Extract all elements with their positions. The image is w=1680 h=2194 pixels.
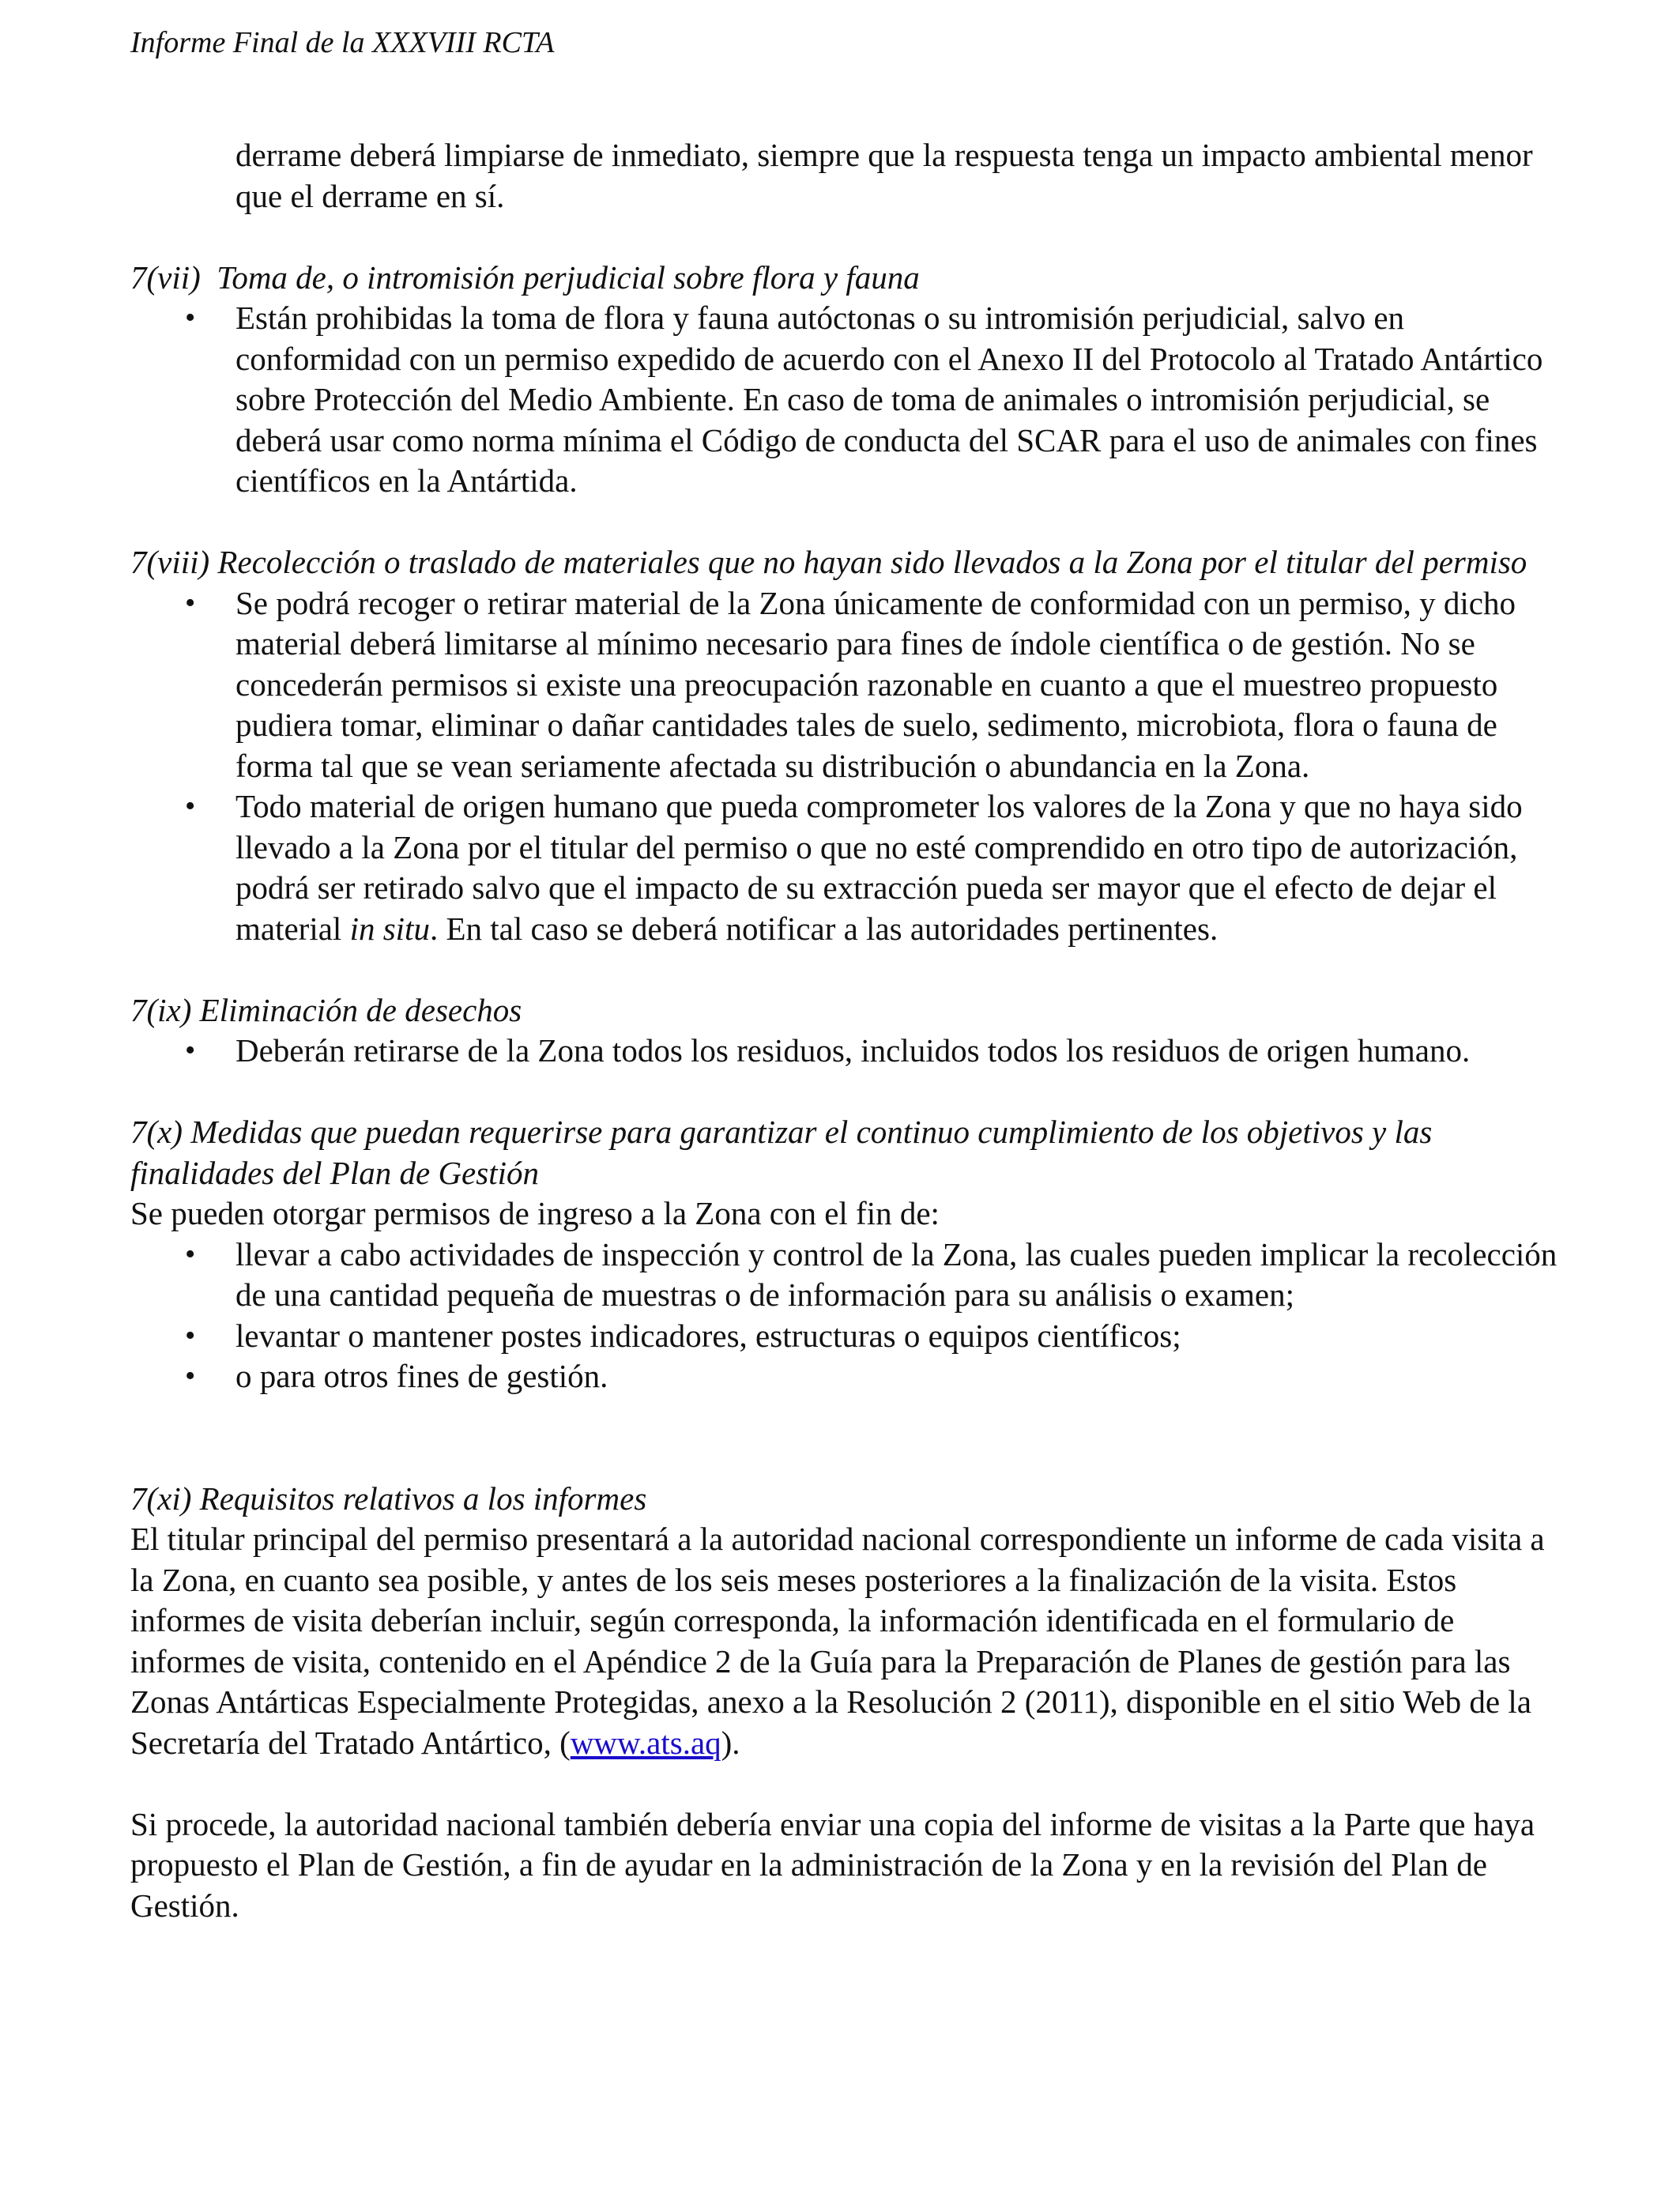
list-item-text bbox=[235, 788, 1523, 947]
list-item bbox=[130, 1235, 1561, 1316]
bullet-list-viii bbox=[130, 583, 1561, 950]
reporting-paragraph-text: El titular principal del permiso presentará a la autoridad nacional correspondiente un informe de cada visita a la Zona, en cuanto sea posible, y antes de los seis meses posteriores a la finalización de la visita. Estos informes de visita deberían incluir, según corresponda, la información identificada en el formulario de informes de visita, contenido en el Apéndice 2 de la Guía para la Preparación de Planes de gestión para las Zonas Antárticas Especialmente Protegidas, anexo a la Resolución 2 (2011), disponible en el sitio Web de la Secretaría del Tratado Antártico, ( bbox=[130, 1521, 1545, 1761]
bullet-list-vii bbox=[130, 298, 1561, 502]
continued-paragraph: derrame deberá limpiarse de inmediato, siempre que la respuesta tenga un impacto ambiental menor que el derrame en sí. bbox=[235, 137, 1533, 214]
list-item bbox=[130, 583, 1561, 787]
ats-website-link[interactable]: www.ats.aq bbox=[570, 1724, 721, 1761]
list-item bbox=[130, 1316, 1561, 1357]
page-body bbox=[130, 135, 1561, 1926]
section-heading-xi: 7(xi) Requisitos relativos a los informes bbox=[130, 1480, 647, 1517]
list-item-text: Se podrá recoger o retirar material de la Zona únicamente de conformidad con un permiso, y dicho material deberá limitarse al mínimo necesario para fines de índole científica o de gestión. No se concederán permisos si existe una preocupación razonable en cuanto a que el muestreo propuesto pudiera tomar, eliminar o dañar cantidades tales de suelo, sedimento, microbiota, flora o fauna de forma tal que se vean seriamente afectada su distribución o abundancia en la Zona. bbox=[235, 584, 1516, 784]
section-heading-x: 7(x) Medidas que puedan requerirse para garantizar el continuo cumplimiento de los objetivos y las finalidades del Plan de Gestión bbox=[130, 1114, 1433, 1191]
list-item-text-part: . En tal caso se deberá notificar a las autoridades pertinentes. bbox=[429, 910, 1219, 947]
bullet-icon: • bbox=[185, 1034, 196, 1067]
list-item-text: Están prohibidas la toma de flora y fauna autóctonas o su intromisión perjudicial, salvo en conformidad con un permiso expedido de acuerdo con el Anexo II del Protocolo al Tratado Antártico sobre Protección del Medio Ambiente. En caso de toma de animales o intromisión perjudicial, se deberá usar como norma mínima el Código de conducta del SCAR para el uso de animales con fines científicos en la Antártida. bbox=[235, 300, 1543, 499]
list-item-text: llevar a cabo actividades de inspección y control de la Zona, las cuales pueden implicar la recolección de una cantidad pequeña de muestras o de información para su análisis o examen; bbox=[235, 1235, 1558, 1313]
section-intro-x: Se pueden otorgar permisos de ingreso a la Zona con el fin de: bbox=[130, 1195, 940, 1231]
reporting-paragraph-end: ). bbox=[721, 1724, 740, 1761]
list-item-text-part: Todo material de origen humano que pueda comprometer los valores de la Zona y que no haya sido llevado a la Zona por el titular del permiso o que no esté comprendido en otro tipo de autorización, podrá ser retirado salvo que el impacto de su extracción pueda ser mayor que el efecto de dejar el material bbox=[235, 788, 1523, 947]
list-item bbox=[130, 786, 1561, 949]
list-item bbox=[130, 1356, 1561, 1397]
bullet-list-ix bbox=[130, 1031, 1561, 1072]
section-heading-viii: 7(viii) Recolección o traslado de materiales que no hayan sido llevados a la Zona por el titular del permiso bbox=[130, 544, 1527, 580]
running-header: Informe Final de la XXXVIII RCTA bbox=[130, 26, 555, 59]
copy-report-paragraph: Si procede, la autoridad nacional también debería enviar una copia del informe de visitas a la Parte que haya propuesto el Plan de Gestión, a fin de ayudar en la administración de la Zona y en la revisión del Plan de Gestión. bbox=[130, 1805, 1535, 1924]
bullet-icon: • bbox=[185, 1318, 196, 1352]
list-item bbox=[130, 1031, 1561, 1072]
bullet-icon: • bbox=[185, 586, 196, 620]
list-item-text: Deberán retirarse de la Zona todos los residuos, incluidos todos los residuos de origen humano. bbox=[235, 1032, 1471, 1069]
bullet-icon: • bbox=[185, 1359, 196, 1393]
list-item-text: o para otros fines de gestión. bbox=[235, 1358, 608, 1394]
bullet-icon: • bbox=[185, 1237, 196, 1271]
bullet-icon: • bbox=[185, 301, 196, 334]
list-item-text: levantar o mantener postes indicadores, estructuras o equipos científicos; bbox=[235, 1317, 1181, 1354]
bullet-list-x bbox=[130, 1235, 1561, 1397]
reporting-paragraph bbox=[130, 1519, 1561, 1763]
latin-term: in situ bbox=[349, 910, 430, 947]
section-heading-ix: 7(ix) Eliminación de desechos bbox=[130, 991, 522, 1028]
bullet-icon: • bbox=[185, 790, 196, 823]
list-item bbox=[130, 298, 1561, 502]
section-heading-vii: 7(vii) Toma de, o intromisión perjudicial sobre flora y fauna bbox=[130, 258, 920, 296]
